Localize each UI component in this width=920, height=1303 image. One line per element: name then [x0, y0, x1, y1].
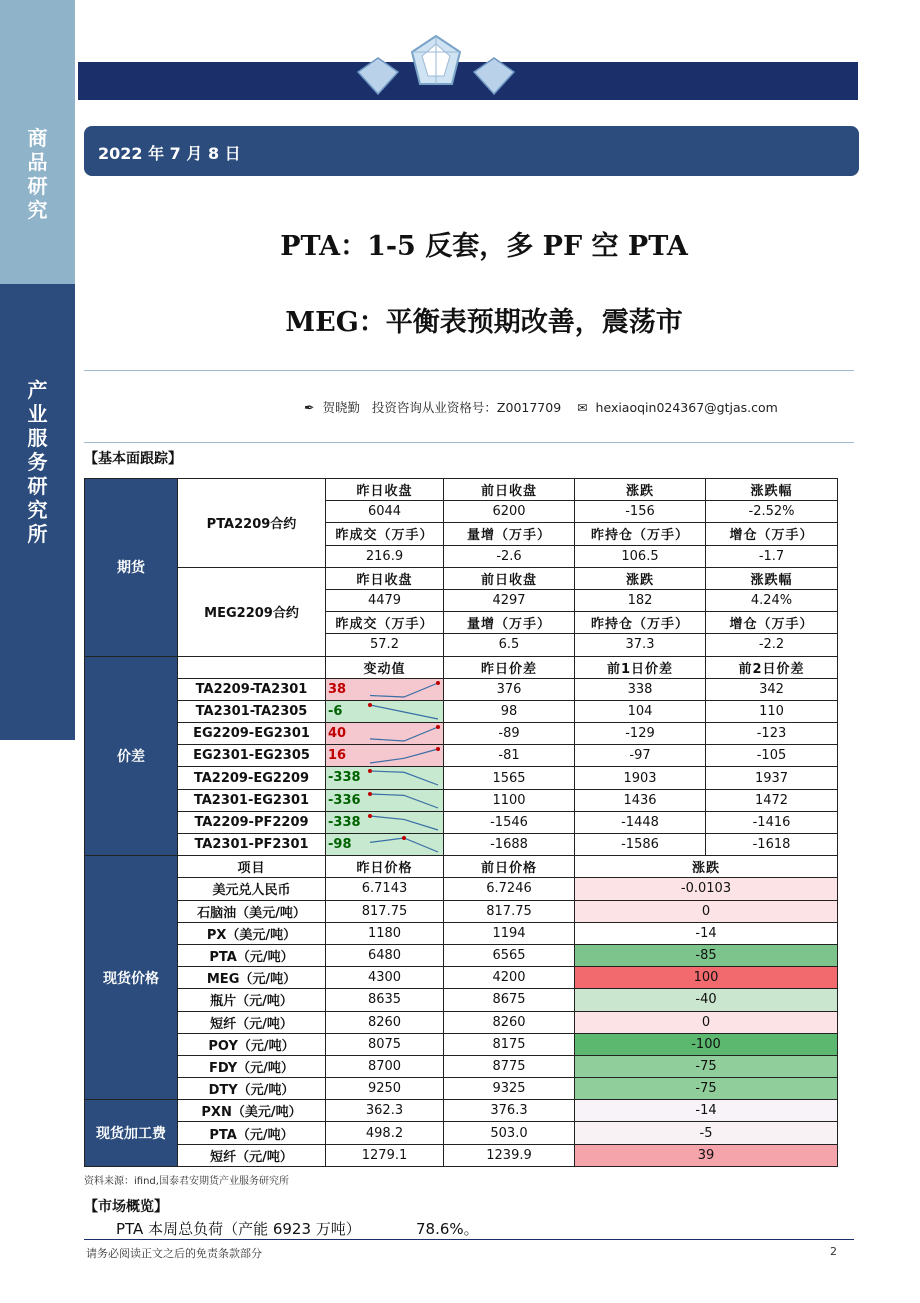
table-row [85, 1033, 838, 1055]
column-header: 涨跌 [575, 567, 706, 589]
table-cell: 817.75 [444, 900, 575, 922]
sidebar-label-commodity-research [0, 126, 75, 222]
table-cell: -123 [706, 723, 838, 745]
spot-item: FDY（元/吨） [178, 1055, 326, 1077]
spread-change-cell [326, 723, 444, 745]
table-cell: 8635 [326, 989, 444, 1011]
sidebar-char: 品 [27, 150, 48, 174]
table-cell: 8260 [444, 1011, 575, 1033]
spread-change-value: -338 [328, 770, 361, 786]
column-header: 前日价格 [444, 856, 575, 878]
contract-pta: PTA2209合约 [178, 479, 326, 568]
column-header: 涨跌幅 [706, 567, 838, 589]
sparkline-max-marker [368, 769, 372, 773]
table-cell: 9325 [444, 1078, 575, 1100]
table-cell: 4297 [444, 589, 575, 611]
page-number: 2 [830, 1245, 837, 1258]
table-cell: -1448 [575, 811, 706, 833]
table-cell: 4200 [444, 967, 575, 989]
table-cell: 8700 [326, 1055, 444, 1077]
sidebar-char: 业 [27, 402, 48, 426]
spread-name: TA2301-TA2305 [178, 700, 326, 722]
change-cell: -5 [575, 1122, 838, 1144]
table-cell: 376 [444, 678, 575, 700]
footer-disclaimer: 请务必阅读正文之后的免责条款部分 [86, 1247, 262, 1260]
column-header: 增仓（万手） [706, 523, 838, 545]
table-cell: 106.5 [575, 545, 706, 567]
table-cell: 37.3 [575, 634, 706, 656]
table-cell: 8675 [444, 989, 575, 1011]
sparkline-max-marker [436, 725, 440, 729]
sparkline-max-marker [436, 747, 440, 751]
table-row [85, 900, 838, 922]
sparkline-max-marker [368, 792, 372, 796]
column-header: 前2日价差 [706, 656, 838, 678]
group-futures: 期货 [85, 479, 178, 657]
table-cell: 338 [575, 678, 706, 700]
change-cell: -85 [575, 944, 838, 966]
table-cell: -1546 [444, 811, 575, 833]
change-cell: -14 [575, 922, 838, 944]
spread-change-cell [326, 789, 444, 811]
column-header: 量增（万手） [444, 523, 575, 545]
spot-item: MEG（元/吨） [178, 967, 326, 989]
table-cell: -2.6 [444, 545, 575, 567]
spread-change-value: 38 [328, 681, 347, 697]
table-cell: -105 [706, 745, 838, 767]
pta-load-value: 78.6%。 [416, 1220, 479, 1238]
column-header: 昨成交（万手） [326, 523, 444, 545]
change-cell: -100 [575, 1033, 838, 1055]
column-header: 涨跌 [575, 856, 838, 878]
sparkline [366, 702, 442, 722]
title-pta: PTA：1-5 反套，多 PF 空 PTA [280, 231, 688, 262]
footer-divider [84, 1239, 854, 1240]
spot-item: DTY（元/吨） [178, 1078, 326, 1100]
spread-change-cell [326, 678, 444, 700]
table-row [85, 479, 838, 501]
table-cell: 4.24% [706, 589, 838, 611]
table-cell: -89 [444, 723, 575, 745]
sparkline-max-marker [368, 814, 372, 818]
group-spot: 现货价格 [85, 856, 178, 1100]
change-cell: -40 [575, 989, 838, 1011]
table-cell: 1472 [706, 789, 838, 811]
spread-name: EG2301-EG2305 [178, 745, 326, 767]
table-cell: -1586 [575, 834, 706, 856]
table-cell: -156 [575, 501, 706, 523]
table-row [85, 745, 838, 767]
sidebar-char: 所 [27, 522, 48, 546]
table-cell: 1903 [575, 767, 706, 789]
table-cell: -2.52% [706, 501, 838, 523]
table-cell: 1436 [575, 789, 706, 811]
author-name: 贺晓勤 [322, 400, 360, 415]
group-spread: 价差 [85, 656, 178, 856]
table-cell: 182 [575, 589, 706, 611]
table-cell: 1279.1 [326, 1144, 444, 1166]
change-cell: 0 [575, 1011, 838, 1033]
table-cell: 8260 [326, 1011, 444, 1033]
table-cell: 376.3 [444, 1100, 575, 1122]
spread-change-value: -338 [328, 814, 361, 830]
table-cell: 498.2 [326, 1122, 444, 1144]
sidebar-char: 服 [27, 426, 48, 450]
column-header: 项目 [178, 856, 326, 878]
sparkline-path [370, 705, 438, 719]
table-cell: 342 [706, 678, 838, 700]
column-header: 涨跌幅 [706, 479, 838, 501]
table-row [85, 678, 838, 700]
change-cell: -14 [575, 1100, 838, 1122]
table-row [85, 944, 838, 966]
change-cell: 39 [575, 1144, 838, 1166]
author-email[interactable]: hexiaoqin024367@gtjas.com [595, 400, 778, 415]
processing-item: PXN（美元/吨） [178, 1100, 326, 1122]
mail-icon: ✉ [577, 400, 588, 415]
table-cell: 1194 [444, 922, 575, 944]
column-header: 昨持仓（万手） [575, 523, 706, 545]
table-cell: 8175 [444, 1033, 575, 1055]
table-cell: 104 [575, 700, 706, 722]
table-row [85, 789, 838, 811]
table-cell: 6480 [326, 944, 444, 966]
table-cell: 6044 [326, 501, 444, 523]
divider-top [84, 370, 854, 371]
column-header: 前日收盘 [444, 479, 575, 501]
table-cell: -81 [444, 745, 575, 767]
spot-item: 短纤（元/吨） [178, 1011, 326, 1033]
header-banner [78, 62, 858, 100]
column-header: 昨日收盘 [326, 567, 444, 589]
spread-change-value: 40 [328, 726, 347, 742]
table-row [85, 1144, 838, 1166]
table-cell: 1239.9 [444, 1144, 575, 1166]
table-cell: 1100 [444, 789, 575, 811]
sidebar-char: 务 [27, 450, 48, 474]
table-cell: -2.2 [706, 634, 838, 656]
table-row [85, 1122, 838, 1144]
data-source: 资料来源：ifind,国泰君安期货产业服务研究所 [84, 1176, 289, 1187]
change-cell: -75 [575, 1078, 838, 1100]
group-processing: 现货加工费 [85, 1100, 178, 1167]
table-cell: 503.0 [444, 1122, 575, 1144]
table-row [85, 1100, 838, 1122]
sparkline-max-marker [368, 703, 372, 707]
author-line [300, 398, 778, 416]
date-bar: 2022 年 7 月 8 日 [84, 126, 859, 176]
table-row [85, 989, 838, 1011]
spot-item: 石脑油（美元/吨） [178, 900, 326, 922]
qualification-label: 投资咨询从业资格号： [371, 400, 497, 415]
table-cell: -1.7 [706, 545, 838, 567]
sidebar-char: 研 [27, 474, 48, 498]
small-diamond-right-icon [472, 56, 516, 96]
sparkline [366, 768, 442, 788]
column-header: 前日收盘 [444, 567, 575, 589]
diamond-logo-icon [404, 32, 468, 96]
spot-item: PX（美元/吨） [178, 922, 326, 944]
fundamentals-table [84, 478, 838, 1167]
spread-change-value: -6 [328, 703, 343, 719]
sidebar-char: 究 [27, 198, 48, 222]
sparkline [366, 835, 442, 855]
table-cell: 98 [444, 700, 575, 722]
sidebar-char: 商 [27, 126, 48, 150]
table-row [85, 922, 838, 944]
table-row [85, 856, 838, 878]
table-cell: 362.3 [326, 1100, 444, 1122]
spot-item: 美元兑人民币 [178, 878, 326, 900]
spot-item: POY（元/吨） [178, 1033, 326, 1055]
spread-name: EG2209-EG2301 [178, 723, 326, 745]
table-row [85, 811, 838, 833]
spread-name: TA2301-PF2301 [178, 834, 326, 856]
small-diamond-left-icon [356, 56, 400, 96]
table-cell: 8775 [444, 1055, 575, 1077]
sparkline-path [370, 683, 438, 697]
sparkline-path [370, 727, 438, 741]
column-header: 增仓（万手） [706, 612, 838, 634]
sparkline-path [370, 816, 438, 830]
table-cell: -1688 [444, 834, 575, 856]
spot-item: 瓶片（元/吨） [178, 989, 326, 1011]
divider-author [84, 442, 854, 443]
column-header: 昨日收盘 [326, 479, 444, 501]
sparkline-path [370, 794, 438, 808]
table-cell: 6200 [444, 501, 575, 523]
table-cell: 8075 [326, 1033, 444, 1055]
table-row [85, 1078, 838, 1100]
table-cell: 6.7143 [326, 878, 444, 900]
column-header: 涨跌 [575, 479, 706, 501]
sidebar-char: 研 [27, 174, 48, 198]
spread-change-cell [326, 745, 444, 767]
spread-change-value: 16 [328, 748, 347, 764]
spread-change-value: -98 [328, 837, 352, 852]
table-cell: -129 [575, 723, 706, 745]
table-cell: 6565 [444, 944, 575, 966]
table-cell: 216.9 [326, 545, 444, 567]
table-row [85, 700, 838, 722]
title-meg: MEG：平衡表预期改善，震荡市 [285, 307, 683, 338]
table-cell: -97 [575, 745, 706, 767]
spread-change-value: -336 [328, 792, 361, 808]
table-row [85, 656, 838, 678]
qualification-number: Z0017709 [496, 400, 562, 415]
processing-item: PTA（元/吨） [178, 1122, 326, 1144]
sparkline [366, 680, 442, 700]
spread-change-cell [326, 767, 444, 789]
column-header: 变动值 [326, 656, 444, 678]
table-cell: 1565 [444, 767, 575, 789]
table-row [85, 723, 838, 745]
column-header: 昨日价格 [326, 856, 444, 878]
sparkline [366, 813, 442, 833]
pta-load-line [116, 1218, 479, 1239]
column-header: 昨日价差 [444, 656, 575, 678]
spread-change-cell [326, 811, 444, 833]
spread-name: TA2301-EG2301 [178, 789, 326, 811]
processing-item: 短纤（元/吨） [178, 1144, 326, 1166]
table-cell: 4300 [326, 967, 444, 989]
table-cell: 110 [706, 700, 838, 722]
change-cell: 100 [575, 967, 838, 989]
table-cell: 1180 [326, 922, 444, 944]
sidebar-label-industry-institute [0, 378, 75, 546]
table-row [85, 834, 838, 856]
table-cell: 817.75 [326, 900, 444, 922]
table-row [85, 878, 838, 900]
spread-change-cell [326, 700, 444, 722]
table-row [85, 767, 838, 789]
table-cell: 9250 [326, 1078, 444, 1100]
spot-item: PTA（元/吨） [178, 944, 326, 966]
sparkline-path [370, 838, 438, 852]
section-fundamentals: 【基本面跟踪】 [84, 451, 182, 467]
table-cell: 57.2 [326, 634, 444, 656]
contract-meg: MEG2209合约 [178, 567, 326, 656]
table-cell-empty [178, 656, 326, 678]
sidebar-char: 究 [27, 498, 48, 522]
column-header: 量增（万手） [444, 612, 575, 634]
table-row [85, 567, 838, 589]
table-cell: 1937 [706, 767, 838, 789]
spread-name: TA2209-EG2209 [178, 767, 326, 789]
fundamentals-table-body [85, 479, 838, 1167]
section-market-overview: 【市场概览】 [84, 1199, 168, 1215]
table-cell: 6.7246 [444, 878, 575, 900]
pta-load-label: PTA 本周总负荷（产能 6923 万吨） [116, 1220, 361, 1238]
sparkline-max-marker [436, 681, 440, 685]
column-header: 昨持仓（万手） [575, 612, 706, 634]
table-row [85, 967, 838, 989]
table-row [85, 1055, 838, 1077]
sparkline-path [370, 771, 438, 785]
sidebar-char: 产 [27, 378, 48, 402]
sparkline-max-marker [402, 836, 406, 840]
spread-name: TA2209-TA2301 [178, 678, 326, 700]
change-cell: 0 [575, 900, 838, 922]
sparkline-path [370, 749, 438, 763]
column-header: 昨成交（万手） [326, 612, 444, 634]
spread-name: TA2209-PF2209 [178, 811, 326, 833]
sparkline [366, 724, 442, 744]
table-cell: 6.5 [444, 634, 575, 656]
change-cell: -0.0103 [575, 878, 838, 900]
table-cell: -1618 [706, 834, 838, 856]
sparkline [366, 791, 442, 811]
table-cell: 4479 [326, 589, 444, 611]
column-header: 前1日价差 [575, 656, 706, 678]
change-cell: -75 [575, 1055, 838, 1077]
spread-change-cell [326, 834, 444, 856]
pen-icon: ✒ [304, 400, 315, 415]
table-row [85, 1011, 838, 1033]
table-cell: -1416 [706, 811, 838, 833]
sparkline [366, 746, 442, 766]
